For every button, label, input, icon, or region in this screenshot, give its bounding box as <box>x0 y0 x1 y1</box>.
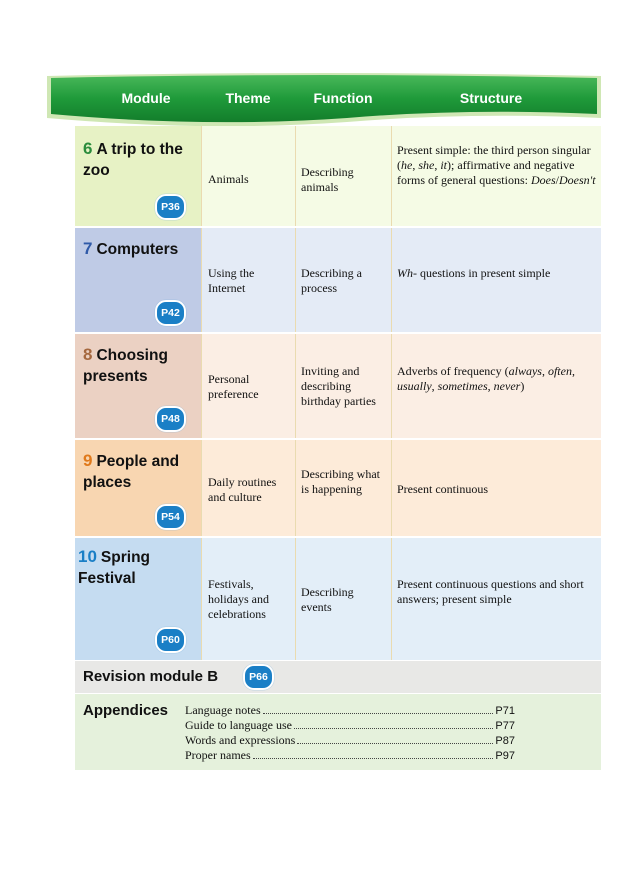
page-badge[interactable]: P66 <box>243 664 274 690</box>
module-cell <box>75 228 201 332</box>
module-number: 8 <box>83 345 93 364</box>
module-cell <box>75 126 201 226</box>
structure-cell: Present simple: the third person singular (he, she, it); affirmative and negative forms of general questions: Does/Doesn't <box>397 143 596 187</box>
module-row-6 <box>75 126 601 226</box>
revision-row <box>75 661 601 693</box>
theme-cell: Festivals, holidays and celebrations <box>208 577 269 621</box>
divider <box>391 538 392 660</box>
module-name: A trip to the zoo <box>83 141 183 179</box>
page-badge[interactable]: P54 <box>155 504 186 530</box>
divider <box>391 126 392 226</box>
appendix-page: P87 <box>495 735 515 747</box>
module-title <box>83 238 199 260</box>
module-row-10 <box>75 538 601 660</box>
page-badge[interactable]: P36 <box>155 194 186 220</box>
function-cell: Inviting and describing birthday parties <box>301 364 376 408</box>
appendix-page: P77 <box>495 720 515 732</box>
structure-cell: Wh- questions in present simple <box>397 266 551 280</box>
module-number: 10 <box>78 547 97 566</box>
appendices-row <box>75 694 601 770</box>
theme-cell: Animals <box>208 172 249 186</box>
theme-cell: Personal preference <box>208 372 259 401</box>
page-badge[interactable]: P60 <box>155 627 186 653</box>
divider <box>295 126 296 226</box>
appendices-label: Appendices <box>83 702 169 719</box>
function-cell: Describing events <box>301 585 354 614</box>
appendix-item[interactable] <box>185 718 515 734</box>
appendix-name: Guide to language use <box>185 718 292 732</box>
divider <box>391 440 392 536</box>
module-row-7 <box>75 228 601 332</box>
divider <box>391 228 392 332</box>
module-name: People and places <box>83 453 180 491</box>
appendix-item[interactable] <box>185 748 515 764</box>
divider <box>391 334 392 438</box>
header-module: Module <box>121 90 171 106</box>
header-theme: Theme <box>225 90 271 106</box>
appendix-item[interactable] <box>185 703 515 719</box>
module-row-9 <box>75 440 601 536</box>
page-badge[interactable]: P42 <box>155 300 186 326</box>
divider <box>201 538 202 660</box>
module-number: 7 <box>83 239 93 258</box>
revision-label: Revision module B <box>83 668 219 685</box>
module-cell <box>75 538 201 660</box>
module-title <box>83 138 199 181</box>
theme-cell: Using the Internet <box>208 266 255 295</box>
function-cell: Describing what is happening <box>301 467 380 496</box>
module-name: Choosing presents <box>83 347 168 385</box>
appendix-name: Language notes <box>185 703 261 717</box>
module-name: Computers <box>96 241 179 258</box>
theme-cell: Daily routines and culture <box>208 475 277 504</box>
header-function: Function <box>313 90 373 106</box>
function-cell: Describing a process <box>301 266 362 295</box>
divider <box>295 334 296 438</box>
page-badge[interactable]: P48 <box>155 406 186 432</box>
header-structure: Structure <box>459 90 523 106</box>
appendix-page: P97 <box>495 750 515 762</box>
divider <box>201 440 202 536</box>
structure-cell: Present continuous questions and short answers; present simple <box>397 577 584 606</box>
appendix-name: Words and expressions <box>185 733 296 747</box>
module-cell <box>75 440 201 536</box>
appendix-name: Proper names <box>185 748 251 762</box>
module-row-8 <box>75 334 601 438</box>
divider <box>295 228 296 332</box>
module-title <box>83 344 199 387</box>
module-cell <box>75 334 201 438</box>
structure-cell: Present continuous <box>397 482 488 496</box>
module-number: 9 <box>83 451 93 470</box>
contents-table <box>75 72 601 770</box>
divider <box>295 440 296 536</box>
divider <box>295 538 296 660</box>
structure-cell: Adverbs of frequency (always, often, usually, sometimes, never) <box>397 364 575 393</box>
module-title <box>83 450 199 493</box>
module-title <box>78 546 194 589</box>
function-cell: Describing animals <box>301 165 354 194</box>
appendix-page: P71 <box>495 705 515 717</box>
module-name: Spring Festival <box>78 549 151 587</box>
divider <box>201 126 202 226</box>
table-header <box>47 72 601 126</box>
divider <box>201 334 202 438</box>
appendix-item[interactable] <box>185 733 515 749</box>
module-number: 6 <box>83 139 93 158</box>
divider <box>201 228 202 332</box>
